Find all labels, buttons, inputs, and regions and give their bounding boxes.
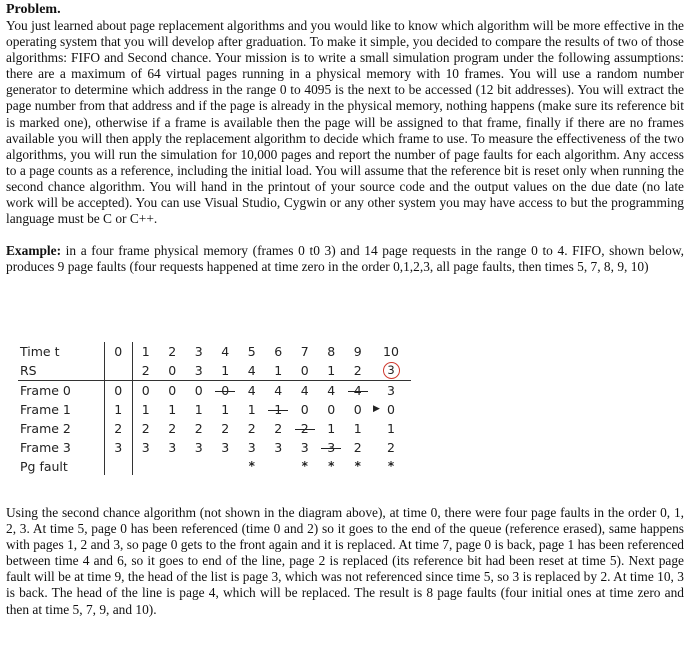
frame2-cell: 2 — [274, 421, 283, 436]
rs-cell: 1 — [212, 361, 239, 381]
frame3-cell: 3 — [247, 440, 256, 455]
time-cell: 6 — [274, 344, 283, 359]
rs-cell: 3 — [186, 361, 213, 381]
fault-cell: * — [248, 459, 255, 473]
rs-cell: 1 — [265, 361, 292, 381]
row-label-time: Time t — [20, 344, 60, 359]
fault-cell — [265, 457, 292, 475]
frame3-cell: 3 — [221, 440, 230, 455]
fault-cell — [212, 457, 239, 475]
rs-cell-circled — [371, 361, 411, 381]
frame0-cell: 4 — [327, 383, 336, 398]
frame3-cell: 3 — [105, 438, 133, 457]
circled-request: 3 — [383, 362, 400, 379]
replaced-page: 0 — [221, 383, 230, 398]
frame2-cell: 2 — [247, 421, 256, 436]
frame1-cell: 0 — [327, 402, 336, 417]
frame1-cell: 1 — [105, 400, 133, 419]
frame0-cell: 0 — [194, 383, 203, 398]
frame0-cell: 0 — [168, 383, 177, 398]
frame3-cell: 3 — [300, 440, 309, 455]
rs-cell: 1 — [318, 361, 345, 381]
time-cell: 5 — [247, 344, 256, 359]
frame1-cell: 1 — [221, 402, 230, 417]
frame0-cell: 3 — [387, 383, 395, 398]
row-frame1 — [18, 400, 411, 419]
frame2-cell: 2 — [105, 419, 133, 438]
rs-cell: 2 — [345, 361, 372, 381]
rs-cell: 0 — [292, 361, 319, 381]
frame2-cell: 2 — [221, 421, 230, 436]
row-label-frame1: Frame 1 — [20, 402, 71, 417]
frame3-cell: 3 — [141, 440, 150, 455]
frame2-cell: 1 — [327, 421, 336, 436]
explanation-block — [6, 505, 684, 618]
rs-cell — [105, 361, 133, 381]
frame1-cell: 1 — [247, 402, 256, 417]
time-cell: 10 — [383, 344, 399, 359]
time-cell: 4 — [221, 344, 230, 359]
frame3-cell — [318, 438, 345, 457]
frame3-cell: 3 — [168, 440, 177, 455]
rs-cell: 0 — [159, 361, 186, 381]
frame2-cell: 1 — [387, 421, 395, 436]
frame0-cell: 4 — [300, 383, 309, 398]
time-cell: 1 — [141, 344, 150, 359]
fault-cell — [105, 457, 133, 475]
frame2-cell: 2 — [141, 421, 150, 436]
frame2-cell: 2 — [168, 421, 177, 436]
frame3-cell: 3 — [274, 440, 283, 455]
arrow-right-icon: ▶ — [373, 404, 380, 414]
replaced-page: 4 — [353, 383, 362, 398]
fifo-trace-table — [18, 342, 411, 475]
time-cell: 2 — [168, 344, 177, 359]
replaced-page: 2 — [300, 421, 309, 436]
row-label-rs: RS — [18, 361, 105, 381]
frame1-cell: 0 — [353, 402, 362, 417]
frame2-cell: 1 — [353, 421, 362, 436]
row-frame0 — [18, 381, 411, 401]
time-cell: 7 — [300, 344, 309, 359]
row-frame2 — [18, 419, 411, 438]
fault-cell — [186, 457, 213, 475]
time-cell: 0 — [105, 342, 133, 361]
fault-cell: * — [387, 459, 395, 473]
frame1-value: 0 — [387, 402, 395, 417]
frame2-cell: 2 — [194, 421, 203, 436]
problem-body: You just learned about page replacement algorithms and you would like to know which algorithm will be more effective in the operating system that you will develop after graduation. To make it simple, you decided to compare the results of two of those algorithms: FIFO and Second chance. Your mission is to write a small simulation program under the following assumptions: there are a maximum of 64 virtual pages running in a physical memory with 10 frames. You will use a random number generator to determine which address in the range 0 to 4095 is the next to be accessed (12 bit addresses). You will extract the page number from that address and if the page is already in the physical memory, nothing happens (make sure its reference bit is marked one), otherwise if a frame is available then the page will be assigned to that frame, finally if there are no frames available you will then apply the replacement algorithm to decide which frame to use. To measure the effectiveness of the two algorithms, you will run the simulation for 10,000 pages and report the number of page faults for each algorithm. Any access to a page counts as a reference, including the initial load. You will assume that the reference bit is reset only when running the second chance algorithm. You will hand in the printout of your source code and the output values on the due date (no late work will be accepted). You can use Visual Studio, Cygwin or any other system you may have access to but the programming language must be C or C++. — [6, 18, 684, 227]
row-label-frame3: Frame 3 — [20, 440, 71, 455]
frame0-cell: 4 — [274, 383, 283, 398]
frame1-cell — [371, 400, 411, 419]
problem-title: Problem. — [6, 2, 61, 17]
time-cell: 9 — [353, 344, 362, 359]
frame0-cell: 4 — [247, 383, 256, 398]
frame0-cell — [212, 381, 239, 401]
row-page-fault — [18, 457, 411, 475]
row-label-frame2: Frame 2 — [20, 421, 71, 436]
document — [6, 2, 684, 275]
frame0-cell: 0 — [141, 383, 150, 398]
frame1-cell: 0 — [300, 402, 309, 417]
rs-cell: 4 — [239, 361, 266, 381]
row-label-pg-fault: Pg fault — [20, 458, 68, 474]
frame1-cell — [265, 400, 292, 419]
row-label-frame0: Frame 0 — [20, 383, 71, 398]
frame0-cell — [345, 381, 372, 401]
fault-cell: * — [328, 459, 335, 473]
row-time — [18, 342, 411, 361]
replaced-page: 3 — [327, 440, 336, 455]
example-text: in a four frame physical memory (frames 0 t0 3) and 14 page requests in the range 0 to 4. FIFO, shown below, produces 9 page faults (four requests happened at time zero in the order 0,1,2,3, all page faults, then times 5, 7, 8, 9, 10) — [6, 243, 684, 275]
rs-cell: 2 — [132, 361, 159, 381]
frame1-cell: 1 — [168, 402, 177, 417]
fault-cell: * — [301, 459, 308, 473]
frame3-cell: 3 — [194, 440, 203, 455]
frame1-cell: 1 — [141, 402, 150, 417]
time-cell: 8 — [327, 344, 336, 359]
frame2-cell — [292, 419, 319, 438]
fault-cell — [132, 457, 159, 475]
replaced-page: 1 — [274, 402, 283, 417]
second-chance-explanation: Using the second chance algorithm (not shown in the diagram above), at time 0, there were four page faults in the order 0, 1, 2, 3. At time 5, page 0 has been referenced (time 0 and 2) so it goes to the end of the queue (reference erased), same happens with pages 1, 2 and 3, so page 0 gets to the front again and it is replaced. At time 7, page 0 is back, page 1 has been referenced between time 4 and 6, so it goes to end of the line, page 2 is replaced (its reference bit had been reset at time 5). Next page fault will be at time 9, the head of the list is page 3, which was not referenced since time 5, so 3 is replaced by 2. At time 10, 3 is back. The head of the line is page 4, which will be replaced. The result is 8 page faults (four initial ones at time zero and then at time 5, 7, 9, and 10). — [6, 505, 684, 617]
example-paragraph — [6, 243, 684, 275]
frame1-cell: 1 — [194, 402, 203, 417]
fault-cell — [159, 457, 186, 475]
time-cell: 3 — [194, 344, 203, 359]
row-frame3 — [18, 438, 411, 457]
row-rs — [18, 361, 411, 381]
fault-cell: * — [354, 459, 361, 473]
frame3-cell: 2 — [353, 440, 362, 455]
example-label: Example: — [6, 243, 62, 259]
frame0-cell: 0 — [105, 381, 133, 401]
frame3-cell: 2 — [387, 440, 395, 455]
